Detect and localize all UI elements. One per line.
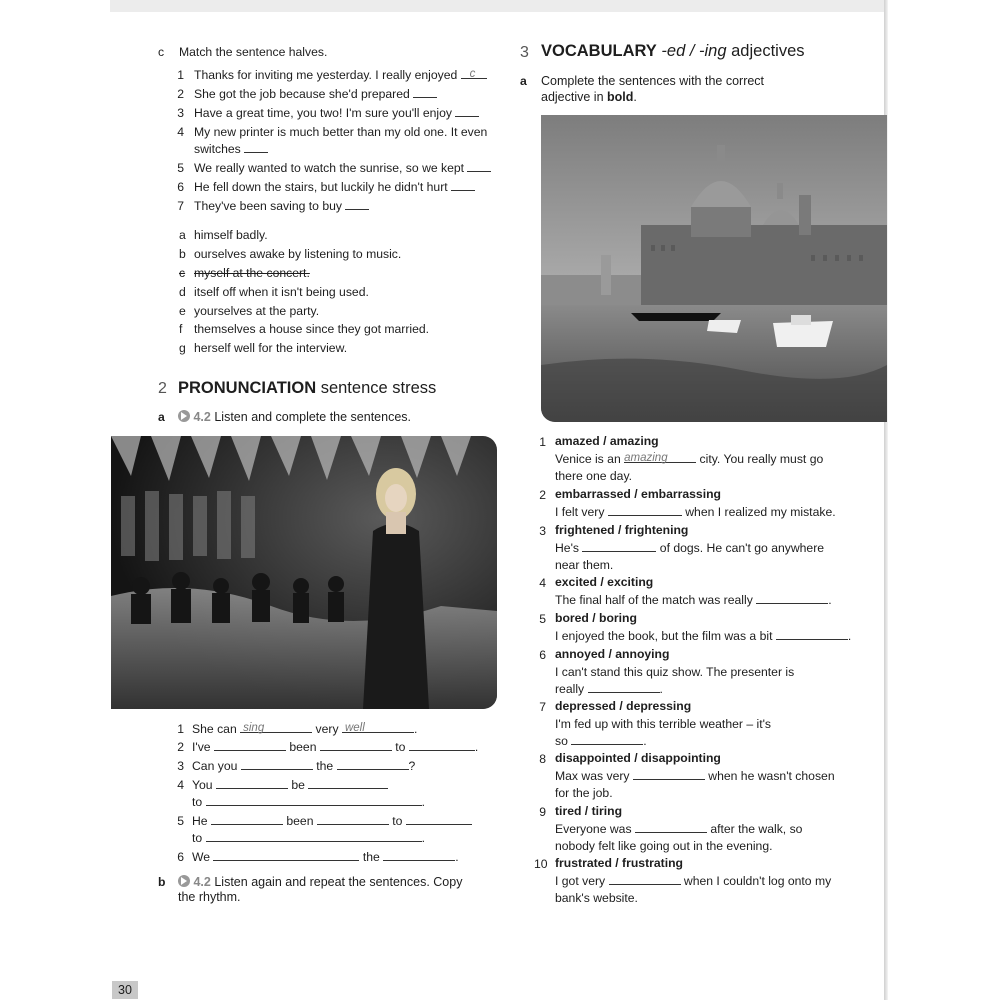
answer-blank[interactable]: [467, 160, 491, 172]
section-2-number: 2: [158, 380, 167, 397]
item-sentence-continued: really .: [555, 682, 663, 696]
item-title: disappointed / disappointing: [555, 751, 721, 765]
answer-blank[interactable]: sing: [240, 721, 312, 738]
item-title: amazed / amazing: [555, 434, 659, 448]
list-item-continued: to .: [192, 795, 425, 809]
answer-blank[interactable]: [383, 849, 455, 861]
section-2b-instruction: 4.2 Listen again and repeat the sentences. Copy: [178, 874, 462, 891]
answer-blank[interactable]: [241, 758, 313, 770]
concert-photo: [111, 436, 497, 709]
top-page-edge: [110, 0, 888, 12]
section-3-title: VOCABULARY -ed / -ing adjectives: [541, 42, 805, 60]
list-item: Can you the ?: [192, 759, 416, 773]
ending-item: herself well for the interview.: [194, 341, 348, 355]
item-sentence-continued: there one day.: [555, 469, 633, 483]
list-item-continued: to .: [192, 831, 425, 845]
section-c-instruction: Match the sentence halves.: [179, 45, 328, 59]
audio-icon[interactable]: [178, 410, 190, 422]
item-sentence: Everyone was after the walk, so: [555, 822, 803, 836]
item-sentence: I enjoyed the book, but the film was a bit .: [555, 629, 852, 643]
item-title: excited / exciting: [555, 575, 654, 589]
answer-blank[interactable]: [756, 592, 828, 604]
answer-blank[interactable]: [451, 179, 475, 191]
item-sentence-continued: nobody felt like going out in the evening.: [555, 839, 773, 853]
item-sentence: Venice is an amazing city. You really must go: [555, 452, 824, 466]
ending-item: himself badly.: [194, 228, 268, 242]
answer-blank[interactable]: [216, 777, 288, 789]
answer-blank[interactable]: [337, 758, 409, 770]
answer-blank[interactable]: [588, 681, 660, 693]
item-sentence: I'm fed up with this terrible weather – it's: [555, 717, 771, 731]
section-2a-letter: a: [158, 410, 165, 424]
section-3a-letter: a: [520, 74, 527, 88]
list-item: We really wanted to watch the sunrise, so we kept: [194, 160, 491, 177]
item-title: annoyed / annoying: [555, 647, 670, 661]
item-sentence: The final half of the match was really .: [555, 593, 832, 607]
answer-blank[interactable]: [582, 540, 656, 552]
list-item: He been to: [192, 813, 472, 830]
answer-blank[interactable]: [308, 777, 388, 789]
list-item: Thanks for inviting me yesterday. I really enjoyed c: [194, 67, 487, 84]
list-item: She can sing very well .: [192, 722, 418, 736]
item-sentence-continued: for the job.: [555, 786, 613, 800]
list-item: My new printer is much better than my old one. It even: [194, 125, 488, 139]
item-sentence: I felt very when I realized my mistake.: [555, 505, 836, 519]
answer-blank[interactable]: c: [461, 67, 487, 84]
venice-photo: [541, 115, 887, 422]
answer-blank[interactable]: [317, 813, 389, 825]
answer-blank[interactable]: [776, 628, 848, 640]
item-sentence: Max was very when he wasn't chosen: [555, 769, 835, 783]
answer-blank[interactable]: [633, 768, 705, 780]
item-sentence-continued: near them.: [555, 558, 614, 572]
answer-blank[interactable]: amazing: [624, 451, 696, 468]
answer-blank[interactable]: well: [342, 721, 414, 738]
item-title: frightened / frightening: [555, 523, 689, 537]
section-2b-letter: b: [158, 875, 166, 889]
answer-blank[interactable]: [211, 813, 283, 825]
list-item: You be: [192, 777, 388, 794]
answer-blank[interactable]: [409, 739, 475, 751]
answer-blank[interactable]: [206, 830, 422, 842]
list-item-continued: switches: [194, 141, 268, 158]
section-3a-instruction-line2: adjective in bold.: [541, 90, 637, 104]
list-item: I've been to .: [192, 740, 479, 754]
answer-blank[interactable]: [345, 198, 369, 210]
list-item: Have a great time, you two! I'm sure you'll enjoy: [194, 105, 479, 122]
answer-blank[interactable]: [244, 141, 268, 153]
item-title: depressed / depressing: [555, 699, 692, 713]
item-sentence: He's of dogs. He can't go anywhere: [555, 541, 825, 555]
section-2-title: PRONUNCIATION sentence stress: [178, 379, 437, 397]
answer-blank[interactable]: [206, 794, 422, 806]
item-sentence-continued: bank's website.: [555, 891, 638, 905]
item-title: tired / tiring: [555, 804, 623, 818]
item-title: frustrated / frustrating: [555, 856, 683, 870]
answer-blank[interactable]: [635, 821, 707, 833]
answer-blank[interactable]: [406, 813, 472, 825]
list-item: They've been saving to buy: [194, 198, 369, 215]
answer-blank[interactable]: [413, 86, 437, 98]
section-3a-instruction: Complete the sentences with the correct: [541, 74, 765, 88]
item-sentence-continued: so .: [555, 734, 647, 748]
ending-item: themselves a house since they got married.: [194, 322, 430, 336]
answer-blank[interactable]: [214, 739, 286, 751]
item-title: embarrassed / embarrassing: [555, 487, 721, 501]
answer-blank[interactable]: [213, 849, 359, 861]
answer-blank[interactable]: [455, 105, 479, 117]
section-2a-instruction: 4.2 Listen and complete the sentences.: [178, 409, 411, 426]
list-item: He fell down the stairs, but luckily he didn't hurt: [194, 179, 475, 196]
list-item: She got the job because she'd prepared: [194, 86, 437, 103]
answer-blank[interactable]: [609, 873, 681, 885]
answer-blank[interactable]: [571, 733, 643, 745]
audio-icon[interactable]: [178, 875, 190, 887]
page-number: 30: [112, 981, 138, 999]
right-margin: [884, 0, 1000, 1000]
item-sentence: I got very when I couldn't log onto my: [555, 874, 832, 888]
section-2b-instruction-line2: the rhythm.: [178, 890, 241, 904]
answer-blank[interactable]: [320, 739, 392, 751]
answer-blank[interactable]: [608, 504, 682, 516]
item-sentence: I can't stand this quiz show. The presenter is: [555, 665, 795, 679]
ending-item-used: myself at the concert.: [194, 266, 310, 280]
list-item: We the .: [192, 850, 459, 864]
section-c-letter: c: [158, 45, 165, 59]
ending-item: ourselves awake by listening to music.: [194, 247, 402, 261]
item-title: bored / boring: [555, 611, 637, 625]
section-3-number: 3: [520, 44, 529, 61]
ending-item: itself off when it isn't being used.: [194, 285, 369, 299]
ending-item: yourselves at the party.: [194, 304, 320, 318]
